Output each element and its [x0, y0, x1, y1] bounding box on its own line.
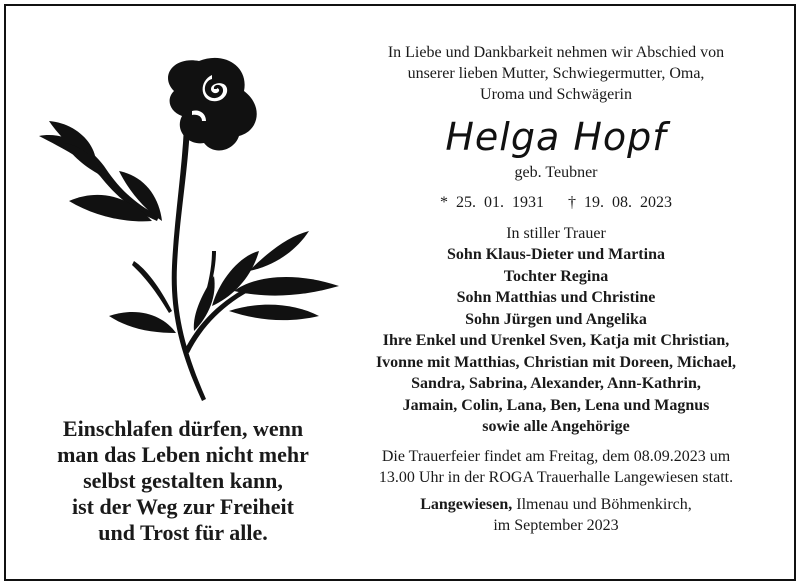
- motto-quote: [28, 416, 338, 546]
- intro-line: unserer lieben Mutter, Schwiegermutter, Oma,: [407, 65, 705, 82]
- motto-line: man das Leben nicht mehr: [57, 442, 309, 467]
- intro-text: [346, 42, 766, 105]
- deceased-name: Helga Hopf: [445, 115, 667, 159]
- intro-line: In Liebe und Dankbarkeit nehmen wir Abschied von: [387, 44, 725, 61]
- funeral-line: Die Trauerfeier findet am Freitag, dem 08.09.2023 um: [381, 447, 731, 465]
- mourner-line: Sohn Klaus-Dieter und Martina: [447, 246, 665, 263]
- mourner-line: Sandra, Sabrina, Alexander, Ann-Kathrin,: [411, 375, 701, 392]
- announcement-text: [346, 42, 766, 536]
- motto-line: ist der Weg zur Freiheit: [71, 494, 294, 519]
- mourner-line: Sohn Jürgen und Angelika: [465, 310, 647, 328]
- motto-line: und Trost für alle.: [98, 520, 268, 545]
- birth-name: geb. Teubner: [514, 164, 598, 181]
- death-date: † 19. 08. 2023: [568, 194, 672, 211]
- mourners-list: [346, 244, 766, 438]
- mourning-heading: In stiller Trauer: [506, 225, 606, 242]
- mourner-line: Ihre Enkel und Urenkel Sven, Katja mit Christian,: [382, 332, 730, 349]
- date-line: im September 2023: [493, 516, 619, 534]
- mourner-line: Sohn Matthias und Christine: [456, 289, 656, 306]
- obituary-frame: [4, 4, 796, 581]
- place-rest: Ilmenau und Böhmenkirch,: [512, 495, 692, 513]
- mourner-line: Tochter Regina: [503, 267, 609, 285]
- mourner-line: Ivonne mit Matthias, Christian mit Doreen, Michael,: [375, 353, 737, 371]
- rose-illustration: [34, 51, 354, 406]
- place-and-date: [346, 494, 766, 536]
- life-dates: [346, 193, 766, 213]
- mourner-line: sowie alle Angehörige: [482, 418, 630, 435]
- place-town: Langewiesen,: [420, 495, 513, 513]
- funeral-line: 13.00 Uhr in der ROGA Trauerhalle Langewiesen statt.: [378, 468, 734, 486]
- motto-line: Einschlafen dürfen, wenn: [62, 416, 304, 441]
- intro-line: Uroma und Schwägerin: [480, 86, 632, 103]
- mourner-line: Jamain, Colin, Lana, Ben, Lena und Magnus: [402, 396, 710, 414]
- place-line: [346, 494, 766, 515]
- motto-line: selbst gestalten kann,: [83, 468, 283, 493]
- birth-date: * 25. 01. 1931: [440, 194, 544, 211]
- funeral-info: [346, 446, 766, 488]
